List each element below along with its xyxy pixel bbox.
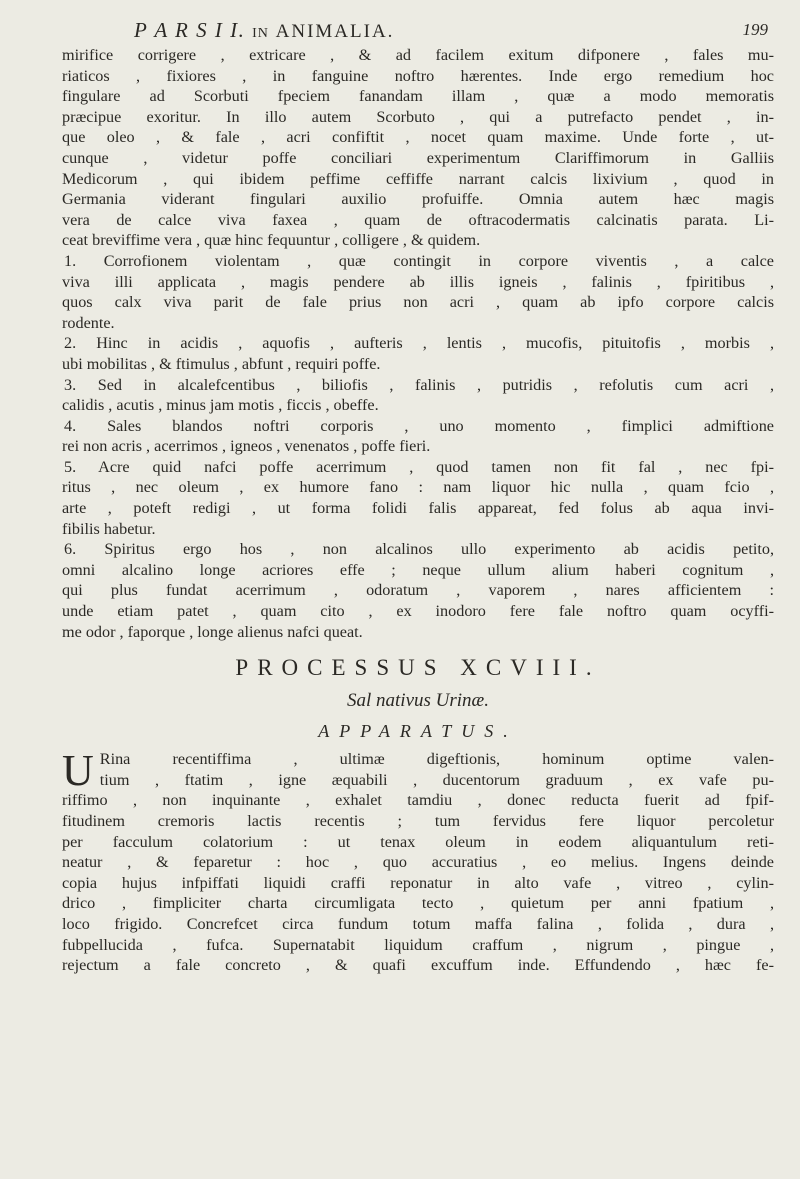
section-subheading: Sal nativus Urinæ. xyxy=(347,690,489,712)
text-line: præcipue exoritur. In illo autem Scorbuto , qui a putrefacto pendet , in- xyxy=(62,107,774,126)
text-line: fitudinem cremoris lactis recentis ; tum fervidus fere liquor percoletur xyxy=(62,812,774,830)
text-line: riaticos , fixiores , in fanguine noftro hærentes. Inde ergo remedium hoc xyxy=(62,66,774,85)
running-title-in: IN xyxy=(252,26,269,41)
text-line: drico , fimpliciter charta circumligata tecto , quietum per anni fpatium , xyxy=(62,894,774,913)
numbered-item-4 xyxy=(62,416,774,457)
apparatus-heading: APPARATUS. xyxy=(318,721,518,742)
text-line: calidis , acutis , minus jam motis , ficcis , obeffe. xyxy=(62,396,379,415)
text-line: 2. Hinc in acidis , aquofis , aufteris , lentis , mucofis, pituitofis , morbis , xyxy=(64,334,774,353)
running-title-word: ANIMALIA. xyxy=(275,21,395,42)
text-line: omni alcalino longe acriores effe ; neque ullum alium haberi cognitum , xyxy=(62,560,774,579)
text-line: 1. Corrofionem violentam , quæ contingit in corpore viventis , a calce xyxy=(64,251,774,270)
text-line: ubi mobilitas , & ftimulus , abfunt , requiri poffe. xyxy=(62,354,381,373)
text-line: rejectum a fale concreto , & quafi excuffum inde. Effundendo , hæc fe- xyxy=(62,956,774,975)
text-line: viva illi applicata , magis pendere ab illis igneis , falinis , fpiritibus , xyxy=(62,272,774,291)
text-line: rei non acris , acerrimos , igneos , venenatos , poffe fieri. xyxy=(62,437,431,456)
opening-paragraph xyxy=(62,45,774,251)
book-page xyxy=(62,18,774,1148)
text-line: fibilis habetur. xyxy=(62,519,156,538)
running-head xyxy=(62,18,774,42)
numbered-item-1 xyxy=(62,251,774,333)
text-line: loco frigido. Concrefcet circa fundum totum maffa falina , folida , dura , xyxy=(62,914,774,933)
text-line: Rina recentiffima , ultimæ digeftionis, hominum optime valen- xyxy=(99,750,774,769)
text-line: ceat breviffime vera , quæ hinc fequuntur , colligere , & quidem. xyxy=(62,231,481,250)
text-line: unde etiam patet , quam cito , ex inodoro fere fale noftro quam ocyffi- xyxy=(62,602,774,621)
text-line: fingulare ad Scorbuti fpeciem fanandam illam , quæ a modo memoratis xyxy=(62,87,774,106)
text-line: 5. Acre quid nafci poffe acerrimum , quod tamen non fit fal , nec fpi- xyxy=(64,457,774,476)
text-line: que oleo , & fale , acri confiftit , nocet quam maxime. Unde forte , ut- xyxy=(62,128,774,147)
text-line: 3. Sed in alcalefcentibus , biliofis , falinis , putridis , refolutis cum acri , xyxy=(64,375,774,394)
text-line: riffimo , non inquinante , exhalet tamdiu , donec reducta fuerit ad fpif- xyxy=(62,791,774,810)
text-line: neatur , & feparetur : hoc , quo accuratius , eo melius. Ingens deinde xyxy=(62,853,774,872)
text-line: rodente. xyxy=(62,313,115,332)
text-line: per facculum colatorium : ut tenax oleum in eodem aliquantulum reti- xyxy=(62,832,774,851)
text-line: fubpellucida , fufca. Supernatabit liquidum craffum , nigrum , pingue , xyxy=(62,935,774,954)
apparatus-paragraph xyxy=(62,746,774,976)
text-line: mirifice corrigere , extricare , & ad facilem exitum difponere , fales mu- xyxy=(62,46,774,64)
text-line: tium , ftatim , igne æquabili , ducentorum graduum , ex vafe pu- xyxy=(99,770,774,789)
numbered-item-5 xyxy=(62,457,774,539)
text-line: cunque , videtur poffe conciliari experimentum Clariffimorum in Galliis xyxy=(62,148,774,167)
text-line: 6. Spiritus ergo hos , non alcalinos ullo experimento ab acidis petito, xyxy=(64,540,774,559)
numbered-item-2 xyxy=(62,333,774,374)
numbered-item-3 xyxy=(62,375,774,416)
text-line: arte , poteft redigi , ut forma folidi falis appareat, fed folus ab aqua invi- xyxy=(62,499,774,518)
text-line: me odor , faporque , longe alienus nafci queat. xyxy=(62,622,363,641)
text-line: vera de calce viva faxea , quam de oftracodermatis calcinatis parata. Li- xyxy=(62,210,774,229)
text-line: Germania viderant fingulari auxilio profuiffe. Omnia autem hæc magis xyxy=(62,190,774,209)
text-line: ritus , nec oleum , ex humore fano : nam liquor hic nulla , quam fcio , xyxy=(62,478,774,497)
text-line: 4. Sales blandos noftri corporis , uno momento , fimplici admiftione xyxy=(64,416,774,435)
text-line: copia hujus infpiffati liquidi craffi reponatur in alto vafe , vitreo , cylin- xyxy=(62,873,774,892)
page-number: 199 xyxy=(742,20,768,39)
numbered-item-6 xyxy=(62,539,774,642)
running-title xyxy=(134,18,394,43)
running-title-part: P A R S I I. xyxy=(134,18,246,42)
section-heading: PROCESSUS XCVIII. xyxy=(235,655,601,681)
text-line: Medicorum , qui ibidem peffime ceffiffe narrant calcis lixivium , quod in xyxy=(62,169,774,188)
text-line: qui plus fundat acerrimum , odoratum , vaporem , nares afficientem : xyxy=(62,581,774,600)
drop-cap: U xyxy=(62,746,94,796)
text-line: quos calx viva parit de fale prius non acri , quam ab ipfo corpore calcis xyxy=(62,293,774,312)
